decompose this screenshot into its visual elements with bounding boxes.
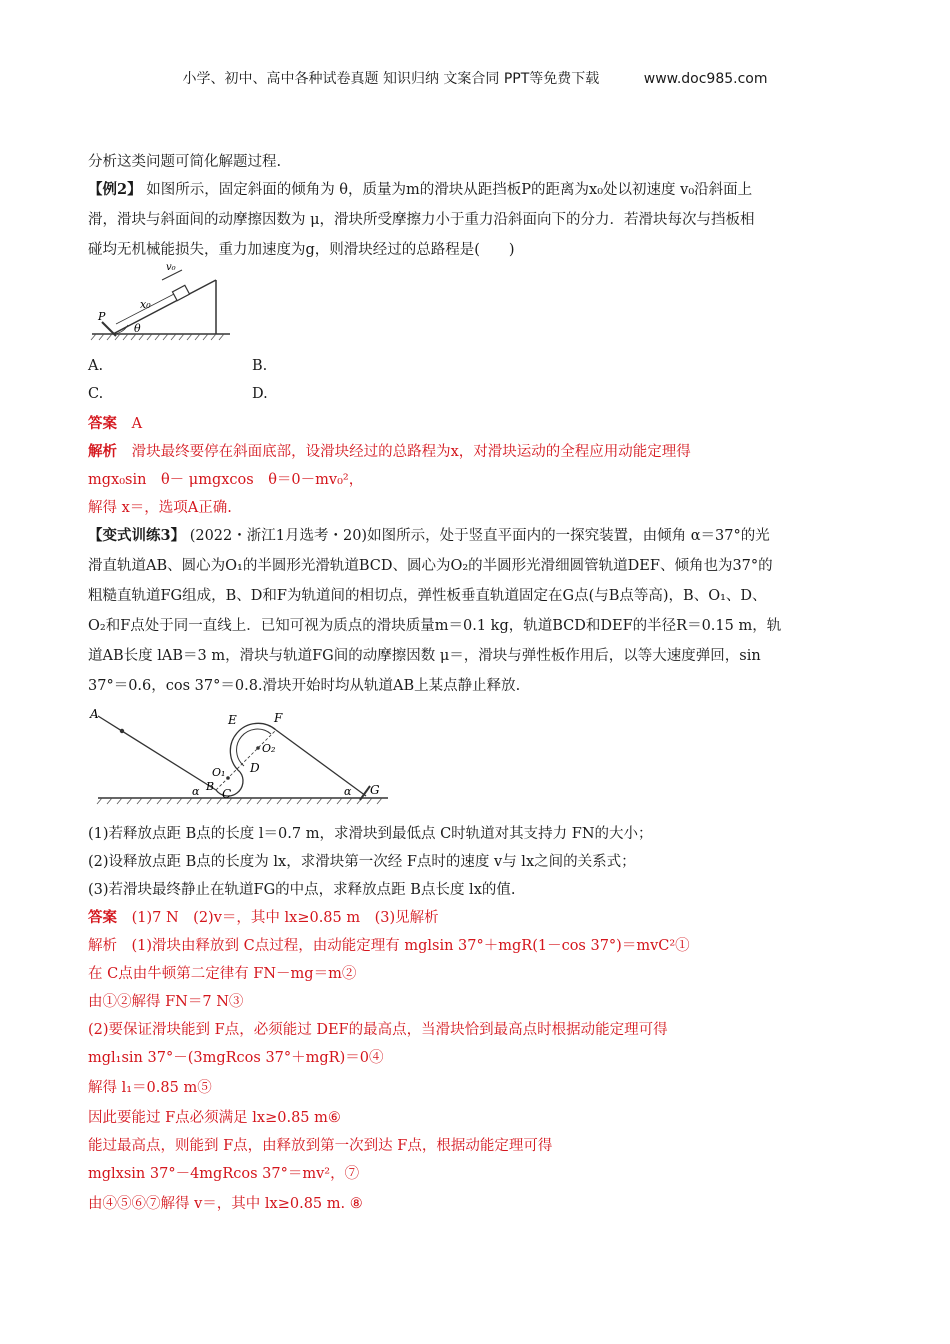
label-alpha-right: α [344,785,352,798]
example2-answer-label: 答案 [88,415,117,432]
label-b: B [206,780,215,793]
variant3-answer-value: (1)7 N (2)v＝，其中 lx≥0.85 m (3)见解析 [131,910,439,926]
solution-line-2: 在 C点由牛顿第二定律有 FN－mg＝m② [88,966,357,982]
solution-line-7: 因此要能过 F点必须满足 lx≥0.85 m⑥ [88,1110,341,1126]
track-ab [98,716,216,790]
example2-analysis-label: 解析 [88,443,117,460]
label-x0: x₀ [140,298,151,311]
solution-line-3: 由①②解得 FN＝7 N③ [88,994,244,1010]
variant3-text1: (2022・浙江1月选考・20)如图所示，处于竖直平面内的一探究装置，由倾角 α＝37°的光 [189,528,770,544]
label-g: G [370,783,380,797]
variant3-answer-label: 答案 [88,909,117,926]
example2-text1: 如图所示，固定斜面的倾角为 θ，质量为m的滑块从距挡板P的距离为x₀处以初速度 v₀沿斜面上 [146,182,753,198]
label-a: A [90,707,99,721]
label-e: E [228,713,237,727]
option-b[interactable]: B. [252,358,268,374]
example2-line3: 碰均无机械能损失，重力加速度为g，则滑块经过的总路程是( ) [88,242,515,258]
variant3-tag: 【变式训练3】 [88,527,186,544]
variant3-line6: 37°＝0.6，cos 37°＝0.8.滑块开始时均从轨道AB上某点静止释放. [88,678,521,694]
example2-tag: 【例2】 [88,181,142,198]
track-figure [88,700,398,810]
option-a[interactable]: A. [88,358,104,374]
question-3: (3)若滑块最终静止在轨道FG的中点，求释放点距 B点长度 lx的值. [88,882,516,898]
variant3-line1 [88,526,770,546]
label-f: F [274,711,283,725]
label-alpha-left: α [192,785,200,798]
label-p: P [98,310,106,323]
option-d[interactable]: D. [252,386,268,402]
example2-line1 [88,180,752,200]
question-2: (2)设释放点距 B点的长度为 lx，求滑块第一次经 F点时的速度 v与 lx之间的关系式； [88,854,636,870]
solution-line-9: mglxsin 37°－4mgRcos 37°＝mv²，⑦ [88,1166,360,1182]
solution-line-6: 解得 l₁＝0.85 m⑤ [88,1080,212,1096]
label-c: C [222,787,232,801]
option-c[interactable]: C. [88,386,104,402]
track-fg [276,730,366,796]
question-1: (1)若释放点距 B点的长度 l＝0.7 m，求滑块到最低点 C时轨道对其支持力 FN的大小； [88,826,653,842]
example2-line2: 滑，滑块与斜面间的动摩擦因数为 μ，滑块所受摩擦力小于重力沿斜面向下的分力．若滑块每次与挡板相 [88,212,755,228]
label-theta: θ [134,322,141,335]
page-header [0,68,950,88]
example2-analysis-line2: mgx₀sin θ－ μmgxcos θ＝0－mv₀²， [88,472,364,488]
label-o1: O₁ [212,766,226,779]
solution-line-1: 解析 (1)滑块由释放到 C点过程，由动能定理有 mglsin 37°＋mgR(1－cos 37°)＝mvC²① [88,938,690,954]
variant3-line4: O₂和F点处于同一直线上．已知可视为质点的滑块质量m＝0.1 kg，轨道BCD和DEF的半径R＝0.15 m，轨 [88,618,782,634]
example2-analysis-line1 [88,442,691,462]
incline-figure [88,262,238,344]
solution-line-10: 由④⑤⑥⑦解得 v＝，其中 lx≥0.85 m. ⑧ [88,1196,363,1212]
label-d: D [250,761,260,775]
example2-answer [88,414,142,434]
solution-line-4: (2)要保证滑块能到 F点，必须能过 DEF的最高点，当滑块恰到最高点时根据动能定理可得 [88,1022,668,1038]
label-v0: v₀ [166,262,176,273]
intro-line: 分析这类问题可简化解题过程. [88,154,282,170]
variant3-line5: 道AB长度 lAB＝3 m，滑块与轨道FG间的动摩擦因数 μ＝，滑块与弹性板作用后，以等大速度弹回，sin [88,648,761,664]
label-o2: O₂ [262,742,276,755]
example2-analysis-line3: 解得 x＝，选项A正确. [88,500,232,516]
variant3-line2: 滑直轨道AB、圆心为O₁的半圆形光滑轨道BCD、圆心为O₂的半圆形光滑细圆管轨道DEF、倾角也为37°的 [88,558,773,574]
header-text: 小学、初中、高中各种试卷真题 知识归纳 文案合同 PPT等免费下载 [182,71,600,87]
example2-answer-value: A [131,416,143,432]
slider-block [172,285,189,300]
example2-analysis-text1: 滑块最终要停在斜面底部，设滑块经过的总路程为x，对滑块运动的全程应用动能定理得 [131,444,691,460]
variant3-answer [88,908,439,928]
solution-line-5: mgl₁sin 37°－(3mgRcos 37°＋mgR)＝0④ [88,1050,384,1066]
header-site-link[interactable]: www.doc985.com [643,71,768,87]
solution-line-8: 能过最高点，则能到 F点，由释放到第一次到达 F点，根据动能定理可得 [88,1138,553,1154]
variant3-line3: 粗糙直轨道FG组成，B、D和F为轨道间的相切点，弹性板垂直轨道固定在G点(与B点等高)，B、O₁、D、 [88,588,767,604]
